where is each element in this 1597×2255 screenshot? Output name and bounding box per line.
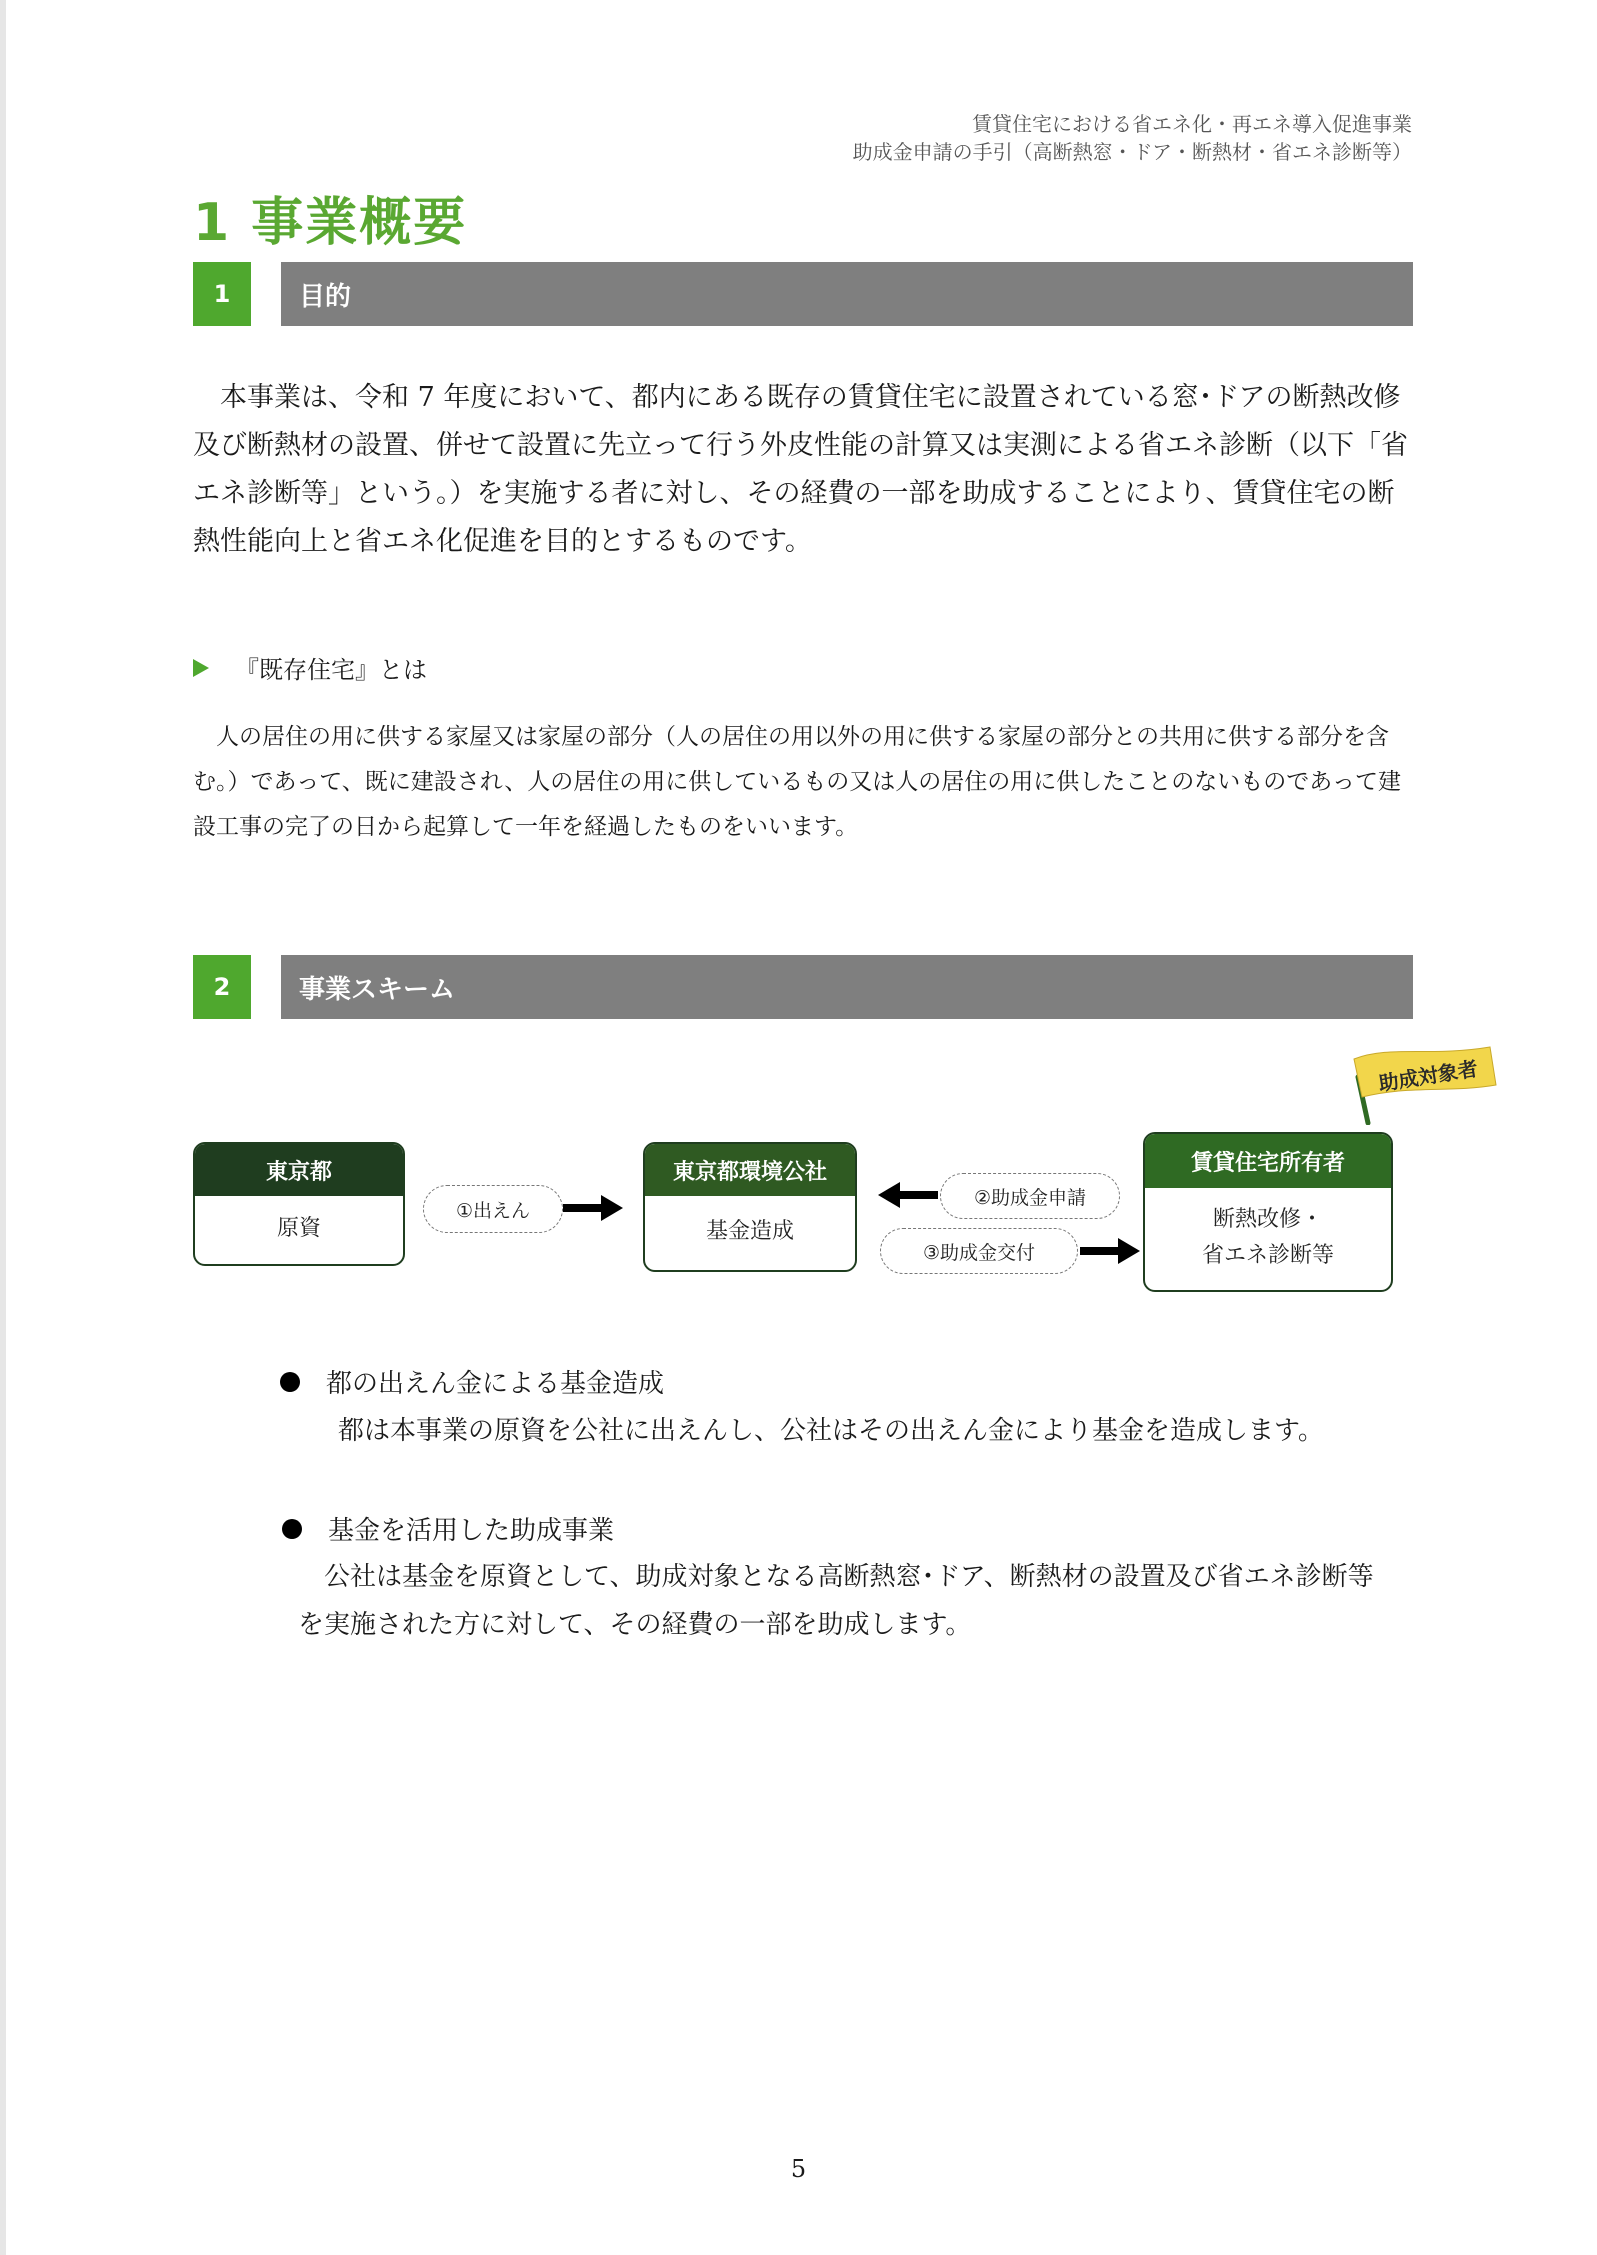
step-2-label: ②助成金申請	[940, 1173, 1120, 1219]
subheading-text: 『既存住宅』とは	[235, 656, 427, 684]
bullet-dot-icon	[282, 1519, 302, 1539]
flag-label: 助成対象者	[1376, 1056, 1480, 1096]
owner-body	[1145, 1188, 1391, 1288]
bullet-2-heading-text: 基金を活用した助成事業	[328, 1516, 615, 1546]
tokyo-box	[193, 1142, 405, 1266]
page-number: 5	[790, 2155, 807, 2183]
section-1-number: 1	[193, 262, 251, 326]
section-1-bar	[193, 262, 1413, 326]
bullet-1-text: 都は本事業の原資を公社に出えんし、公社はその出えん金により基金を造成します。	[338, 1416, 1324, 1446]
step-3-label: ③助成金交付	[880, 1228, 1078, 1274]
chapter-title: 1 事業概要	[193, 193, 468, 253]
bullet-1-heading-text: 都の出えん金による基金造成	[326, 1369, 665, 1399]
owner-body-line-1: 断熱改修・	[1212, 1207, 1323, 1232]
triangle-bullet-icon	[193, 659, 209, 677]
right-arrow-icon	[1080, 1236, 1142, 1266]
tokyo-title: 東京都	[195, 1144, 403, 1196]
purpose-paragraph: 本事業は、令和 7 年度において、都内にある既存の賃貸住宅に設置されている窓･ドアの断熱改修及び断熱材の設置、併せて設置に先立って行う外皮性能の計算又は実測による省エネ診断（以下「省エネ診断等」という。）を実施する者に対し、その経費の一部を助成することにより、賃貸住宅の断熱性能向上と省エネ化促進を目的とするものです。	[193, 382, 1408, 557]
right-arrow-icon	[563, 1193, 625, 1223]
section-2-title: 事業スキーム	[281, 955, 1413, 1019]
step-1-label: ①出えん	[423, 1185, 563, 1233]
kosha-title: 東京都環境公社	[645, 1144, 855, 1196]
owner-body-line-2: 省エネ診断等	[1201, 1243, 1334, 1268]
bullet-1-heading	[280, 1364, 664, 1404]
section-1-title: 目的	[281, 262, 1413, 326]
target-flag-icon	[1340, 1045, 1510, 1125]
existing-housing-subheading	[193, 650, 427, 685]
page-edge	[0, 0, 6, 2255]
tokyo-body: 原資	[276, 1216, 321, 1241]
left-arrow-icon	[876, 1180, 938, 1210]
kosha-body: 基金造成	[705, 1219, 794, 1244]
bullet-2-text: 公社は基金を原資として、助成対象となる高断熱窓･ドア、断熱材の設置及び省エネ診断等を実施された方に対して、その経費の一部を助成します。	[298, 1562, 1374, 1640]
section-2-number: 2	[193, 955, 251, 1019]
bullet-2-heading	[282, 1511, 614, 1551]
owner-title: 賃貸住宅所有者	[1145, 1134, 1391, 1188]
header-line-2: 助成金申請の手引（高断熱窓・ドア・断熱材・省エネ診断等）	[852, 140, 1412, 164]
section-2-bar	[193, 955, 1413, 1019]
bullet-dot-icon	[280, 1372, 300, 1392]
document-header	[853, 110, 1412, 166]
existing-housing-definition: 人の居住の用に供する家屋又は家屋の部分（人の居住の用以外の用に供する家屋の部分との共用に供する部分を含む。）であって、既に建設され、人の居住の用に供しているもの又は人の居住の用に供したことのないものであって建設工事の完了の日から起算して一年を経過したものをいいます。	[193, 724, 1401, 840]
kosha-box	[643, 1142, 857, 1272]
owner-box	[1143, 1132, 1393, 1292]
header-line-1: 賃貸住宅における省エネ化・再エネ導入促進事業	[972, 112, 1412, 136]
